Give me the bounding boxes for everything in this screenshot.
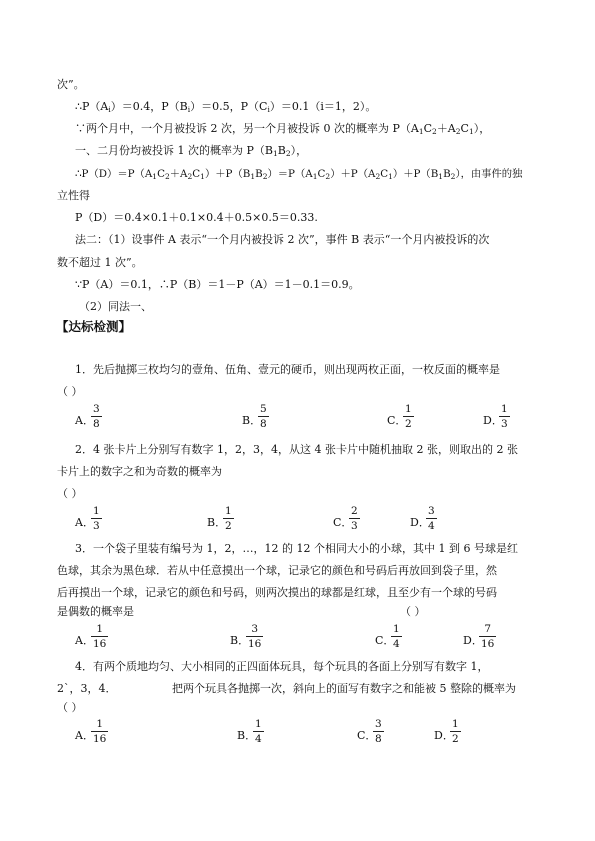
fraction-bar	[91, 636, 108, 637]
subscript: i	[267, 105, 270, 114]
subscript: i	[187, 105, 191, 114]
numerator: 1	[96, 718, 104, 730]
numerator: 1	[452, 718, 459, 730]
fraction	[391, 623, 402, 650]
text-line: 数不超过 1 次”。	[57, 256, 143, 269]
subscript: 1	[388, 172, 393, 181]
section-title: 【达标检测】	[56, 319, 132, 334]
subscript: 1	[200, 172, 205, 181]
fraction	[91, 623, 108, 650]
fraction	[499, 403, 510, 430]
denominator: 4	[255, 733, 262, 745]
fraction	[91, 505, 102, 532]
fraction	[258, 403, 269, 430]
text-span: C	[157, 168, 165, 180]
denominator: 8	[375, 733, 382, 745]
fraction	[479, 623, 496, 650]
text-span: ），由事件的独	[455, 168, 523, 180]
numerator: 3	[251, 623, 259, 635]
question-text: 2．4 张卡片上分别写有数字 1，2，3，4，从这 4 张卡片中随机抽取 2 张，则取出的 2 张	[75, 443, 518, 456]
text-span: ）＋P（A	[330, 168, 376, 180]
subscript: 2	[164, 172, 170, 181]
denominator: 16	[93, 638, 107, 650]
denominator: 3	[351, 520, 358, 532]
option-label: C．	[333, 516, 353, 529]
question-text: 卡片上的数字之和为奇数的概率为	[57, 465, 222, 478]
text-span: C	[317, 168, 326, 180]
fraction	[349, 505, 360, 532]
subscript: 1	[468, 127, 474, 136]
text-line: 立性得	[57, 189, 90, 202]
option-label: C．	[357, 729, 377, 742]
text-span: ）＋P（B	[204, 168, 251, 180]
text-span: C	[423, 122, 433, 135]
question-text: 1．先后抛掷三枚均匀的壹角、伍角、壹元的硬币，则出现两枚正面，一枚反面的概率是	[75, 363, 500, 376]
subscript: 2	[187, 172, 193, 181]
fraction-bar	[499, 416, 510, 417]
option-label: C．	[375, 634, 395, 647]
numerator: 1	[501, 403, 508, 415]
question-text: 把两个玩具各抛掷一次，斜向上的面写有数字之和能被 5 整除的概率为	[172, 682, 516, 695]
fraction-bar	[253, 731, 264, 732]
numerator: 3	[93, 403, 100, 415]
subscript: 2	[455, 127, 461, 136]
numerator: 7	[484, 623, 492, 635]
text-line	[75, 144, 307, 161]
subscript: 2	[285, 149, 291, 158]
text-span: ）＝P（A	[267, 168, 313, 180]
question-text: 4．有两个质地均匀、大小相同的正四面体玩具，每个玩具的各面上分别写有数字 1，	[75, 660, 489, 673]
fraction-bar	[373, 731, 384, 732]
fraction-bar	[91, 416, 102, 417]
text-line: 次”。	[57, 78, 85, 91]
numerator: 3	[375, 718, 382, 730]
fraction-bar	[426, 518, 437, 519]
subscript: 2	[262, 172, 268, 181]
fraction-bar	[91, 518, 102, 519]
numerator: 1	[96, 623, 104, 635]
fraction-bar	[391, 636, 402, 637]
text-span: ）＝0.1（i＝1，2）。	[269, 100, 377, 113]
text-span: ∴P（D）＝P（A	[75, 168, 153, 180]
denominator: 4	[428, 520, 435, 532]
fraction	[246, 623, 263, 650]
text-span: ），	[290, 144, 308, 157]
fraction-bar	[403, 416, 414, 417]
text-span: B	[277, 144, 286, 157]
fraction	[403, 403, 414, 430]
subscript: 2	[450, 172, 456, 181]
text-span: ）＝0.4，P（B	[110, 100, 188, 113]
question-text: 2`，3，4．	[57, 682, 117, 695]
text-span: ），	[473, 122, 491, 135]
denominator: 16	[93, 733, 107, 745]
answer-paren: （ ）	[57, 701, 83, 714]
text-line	[75, 122, 490, 139]
subscript: 1	[438, 172, 444, 181]
denominator: 4	[393, 638, 400, 650]
text-line	[75, 100, 376, 117]
text-line: 法二：（1）设事件 A 表示“一个月内被投诉 2 次”，事件 B 表示“一个月内被投诉的次	[75, 233, 490, 246]
subscript: 1	[418, 127, 424, 136]
option-label: D．	[434, 729, 454, 742]
text-span: ＋A	[436, 122, 456, 135]
subscript: 1	[250, 172, 256, 181]
answer-paren: （ ）	[400, 605, 426, 618]
numerator: 5	[260, 403, 267, 415]
option-label: B．	[237, 729, 257, 742]
text-span: ＋A	[169, 168, 188, 180]
fraction	[450, 718, 461, 745]
numerator: 1	[393, 623, 400, 635]
numerator: 1	[93, 505, 100, 517]
fraction	[91, 403, 102, 430]
option-label: D．	[410, 516, 430, 529]
text-line: ∵P（A）＝0.1，∴P（B）＝1－P（A）＝1－0.1＝0.9。	[75, 278, 360, 291]
denominator: 3	[93, 520, 100, 532]
text-span: ∴P（A	[75, 100, 109, 113]
text-line: （2）同法一、	[79, 300, 152, 313]
denominator: 2	[225, 520, 232, 532]
subscript: 1	[152, 172, 158, 181]
fraction-bar	[450, 731, 461, 732]
question-text: 后再摸出一个球，记录它的颜色和号码，则两次摸出的球都是红球，且至少有一个球的号码	[57, 586, 497, 599]
text-span: C	[460, 122, 469, 135]
option-label: A．	[75, 516, 94, 529]
denominator: 2	[405, 418, 412, 430]
fraction	[223, 505, 234, 532]
option-label: B．	[207, 516, 227, 529]
text-line	[75, 167, 522, 184]
text-span: ）＋P（B	[392, 168, 439, 180]
numerator: 1	[405, 403, 412, 415]
numerator: 1	[255, 718, 262, 730]
denominator: 2	[452, 733, 459, 745]
numerator: 1	[225, 505, 232, 517]
subscript: 1	[312, 172, 318, 181]
denominator: 16	[248, 638, 262, 650]
fraction-bar	[349, 518, 360, 519]
question-text: 色球，其余为黑色球．若从中任意摸出一个球，记录它的颜色和号码后再放回到袋子里，然	[57, 564, 497, 577]
subscript: 2	[325, 172, 331, 181]
denominator: 16	[481, 638, 495, 650]
subscript: 2	[375, 172, 381, 181]
text-span: ）＝0.5，P（C	[190, 100, 268, 113]
fraction	[426, 505, 437, 532]
text-span: C	[192, 168, 201, 180]
option-label: B．	[242, 414, 262, 427]
numerator: 3	[428, 505, 435, 517]
text-span: B	[443, 168, 451, 180]
fraction-bar	[91, 731, 108, 732]
answer-paren: （ ）	[57, 487, 83, 500]
option-label: D．	[463, 634, 483, 647]
denominator: 8	[93, 418, 100, 430]
option-label: C．	[387, 414, 407, 427]
text-span: B	[255, 168, 263, 180]
text-span: 一、二月份均被投诉 1 次的概率为 P（B	[75, 144, 273, 157]
fraction	[91, 718, 108, 745]
option-label: D．	[483, 414, 503, 427]
denominator: 8	[260, 418, 267, 430]
text-span: C	[380, 168, 389, 180]
denominator: 3	[501, 418, 508, 430]
fraction-bar	[223, 518, 234, 519]
numerator: 2	[351, 505, 358, 517]
fraction	[253, 718, 264, 745]
fraction-bar	[479, 636, 496, 637]
option-label: A．	[75, 729, 94, 742]
text-line: P（D）＝0.4×0.1＋0.1×0.4＋0.5×0.5＝0.33.	[75, 211, 318, 224]
question-text: 3．一个袋子里装有编号为 1，2，…，12 的 12 个相同大小的小球，其中 1 到 6 号球是红	[75, 542, 518, 555]
answer-paren: （ ）	[57, 385, 83, 398]
option-label: B．	[230, 634, 250, 647]
subscript: 2	[432, 127, 437, 136]
option-label: A．	[75, 634, 94, 647]
question-text: 是偶数的概率是	[57, 605, 134, 618]
fraction-bar	[258, 416, 269, 417]
fraction-bar	[246, 636, 263, 637]
subscript: i	[108, 105, 111, 114]
text-span: ∵两个月中，一个月被投诉 2 次，另一个月被投诉 0 次的概率为 P（A	[75, 122, 419, 135]
option-label: A．	[75, 414, 94, 427]
subscript: 1	[272, 149, 278, 158]
fraction	[373, 718, 384, 745]
